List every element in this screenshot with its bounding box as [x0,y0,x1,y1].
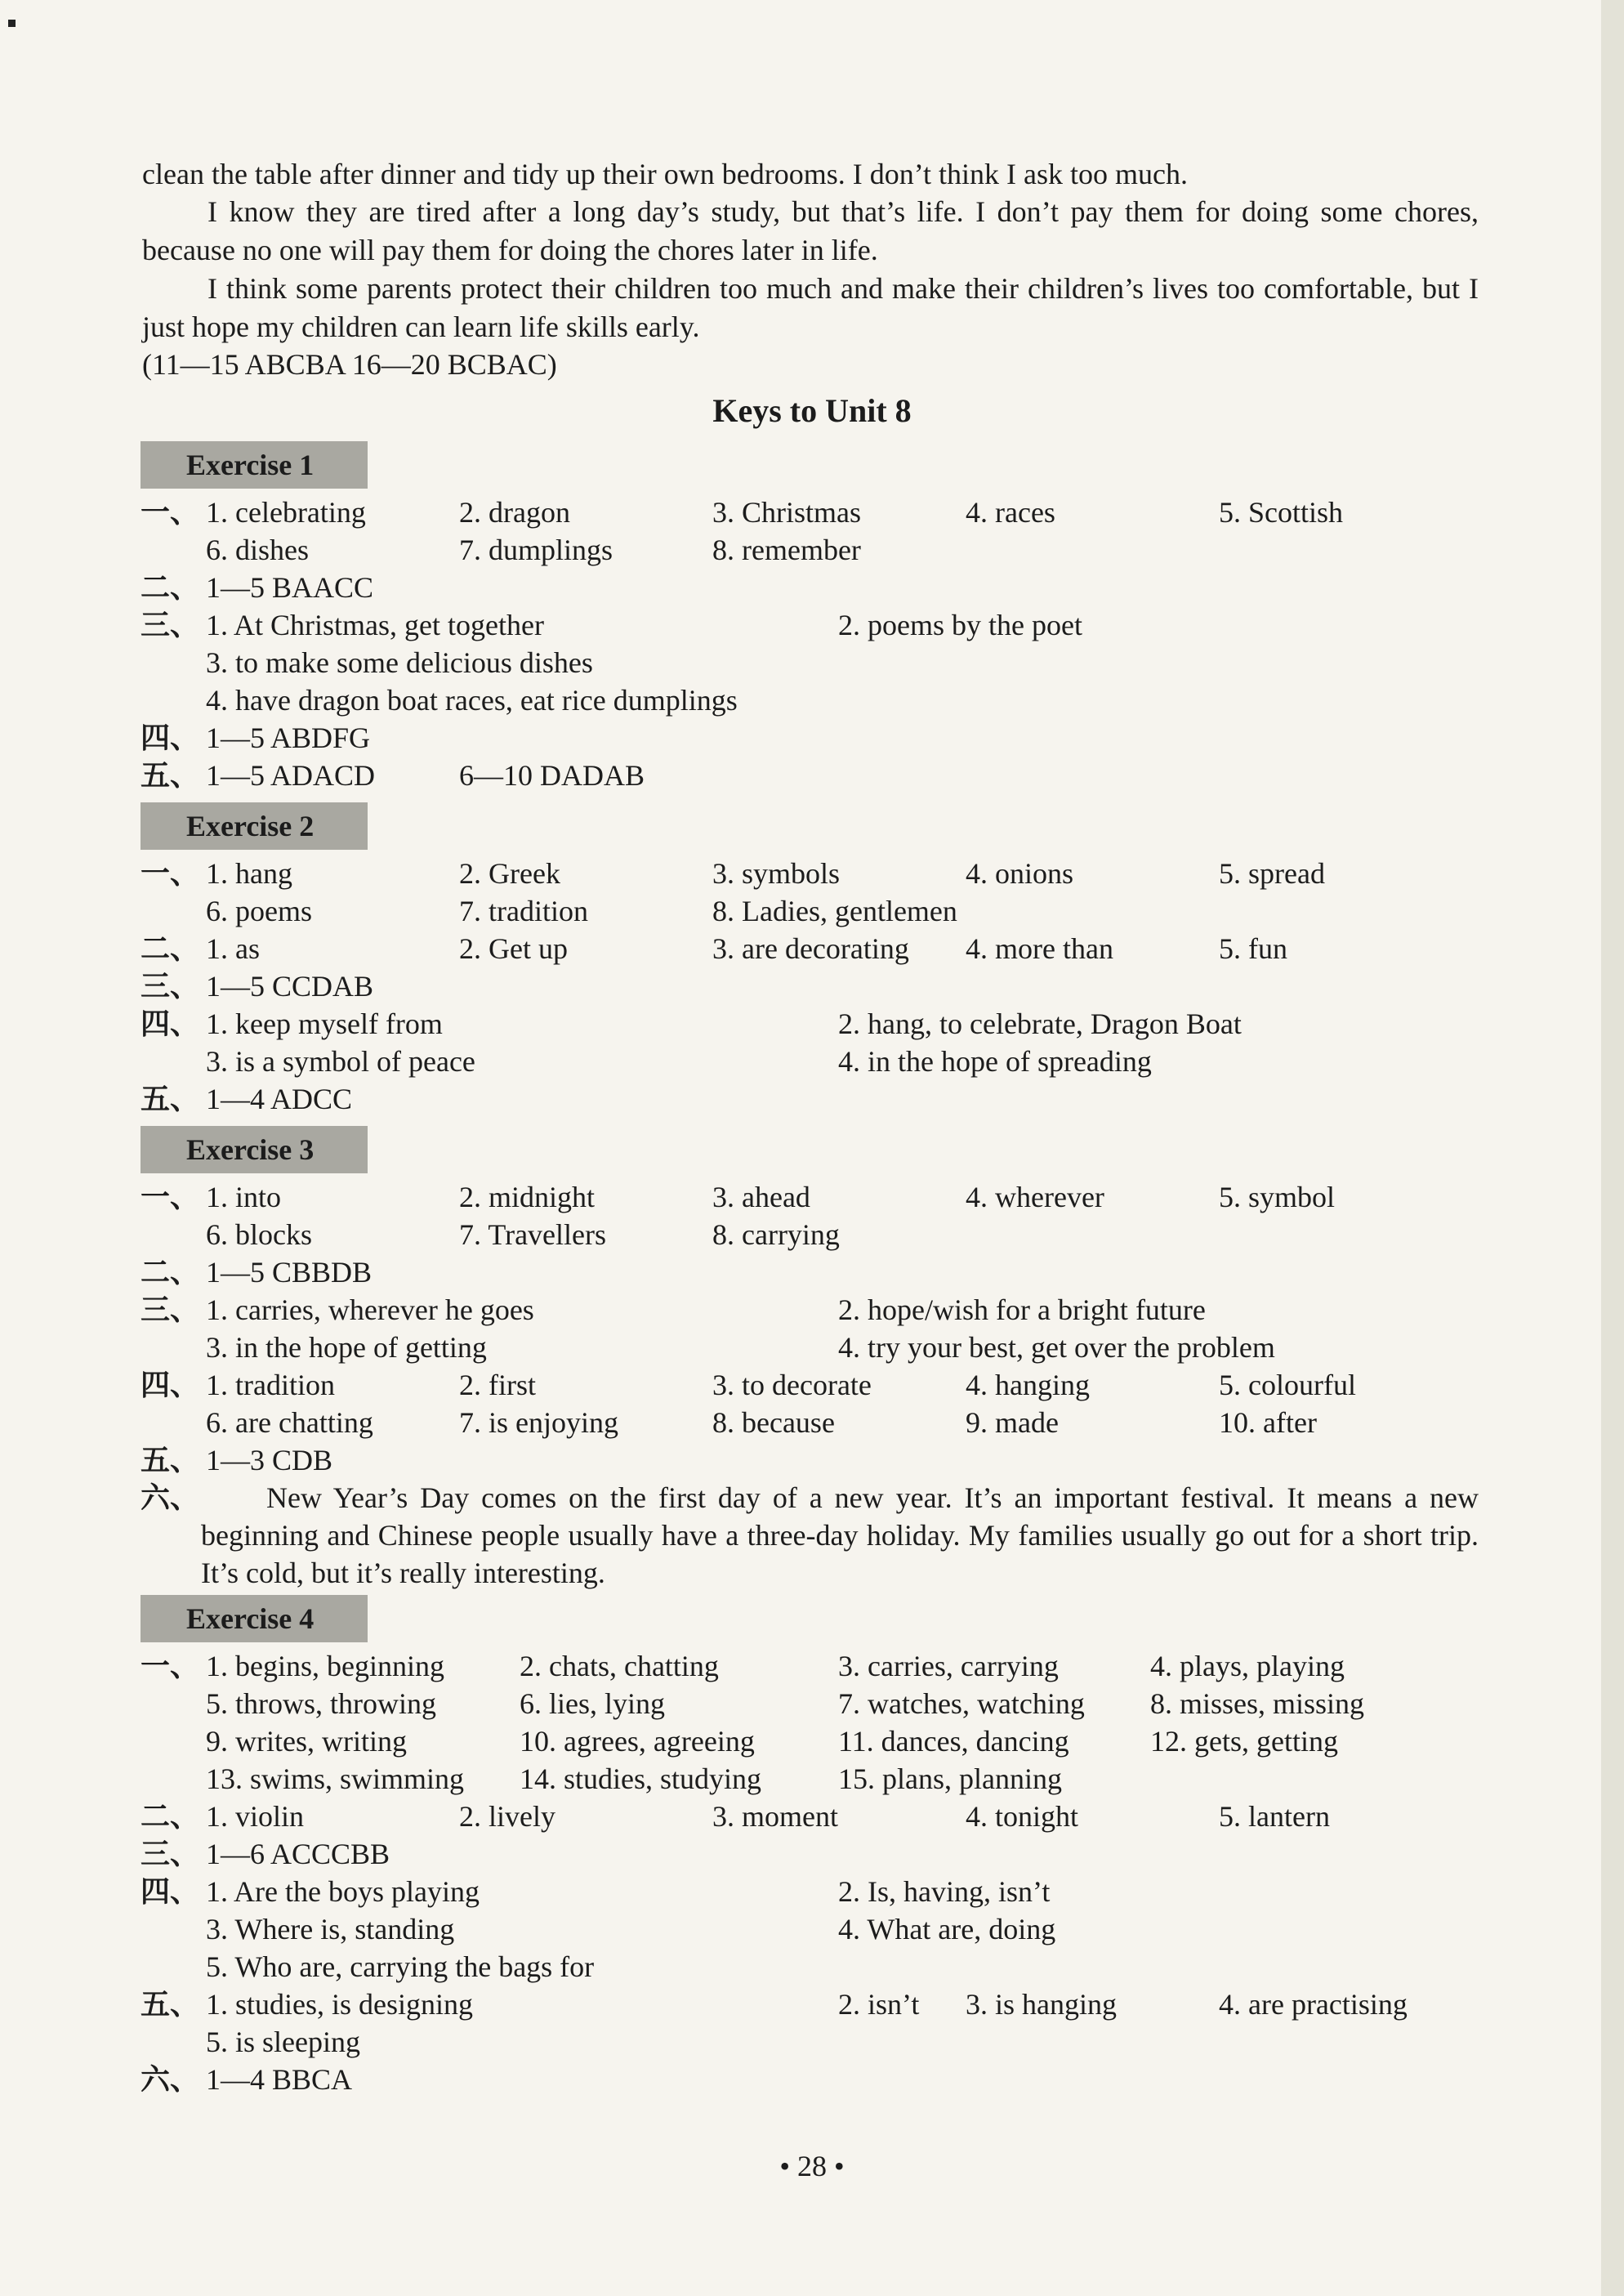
ex3-d9: 9. made [966,1406,1059,1439]
ex2-b5: 5. fun [1219,932,1287,965]
ex1-c3: 3. to make some delicious dishes [206,646,593,679]
ex4-b3: 3. moment [712,1800,838,1833]
ex3-c3: 3. in the hope of getting [206,1331,487,1364]
ex2-mark-2: 二、 [141,932,200,965]
ex2-d3: 3. is a symbol of peace [206,1045,475,1078]
ex2-mark-4: 四、 [141,1007,200,1040]
ex1-a7: 7. dumplings [459,534,613,566]
ex4-a5: 5. throws, throwing [206,1687,436,1720]
ex3-d1: 1. tradition [206,1369,335,1401]
intro-paragraph-3-text: I think some parents protect their children too much and make their children’s lives too comfortable, but I just hope my children can learn life skills early. [142,272,1479,343]
ex3-c4: 4. try your best, get over the problem [838,1331,1275,1364]
ex1-c4: 4. have dragon boat races, eat rice dumplings [206,684,738,717]
ex3-mark-6: 六、 [141,1481,200,1514]
exercise-3-title: Exercise 3 [186,1133,315,1166]
intro-paragraph-2-text: I know they are tired after a long day’s study, but that’s life. I don’t pay them for doing some chores, because no one will pay them for doing the chores later in life. [142,195,1479,266]
ex4-a7: 7. watches, watching [838,1687,1085,1720]
ex3-a1: 1. into [206,1181,282,1213]
ex4-a14: 14. studies, studying [520,1762,762,1795]
ex3-a6: 6. blocks [206,1218,312,1251]
ex2-a3: 3. symbols [712,857,841,890]
ex1-mark-1: 一、 [141,496,200,529]
ex3-d4: 4. hanging [966,1369,1090,1401]
ex3-mark-2: 二、 [141,1256,200,1289]
ex3-a4: 4. wherever [966,1181,1104,1213]
ex2-a8: 8. Ladies, gentlemen [712,895,957,927]
ex4-a12: 12. gets, getting [1150,1725,1338,1758]
ex3-d7: 7. is enjoying [459,1406,618,1439]
ex3-a3: 3. ahead [712,1181,810,1213]
ex3-mark-4: 四、 [141,1369,200,1401]
ex4-a2: 2. chats, chatting [520,1650,719,1682]
ex3-a5: 5. symbol [1219,1181,1336,1213]
page-edge [1601,0,1624,2296]
scan-mark [8,20,16,27]
ex1-c1: 1. At Christmas, get together [206,609,544,641]
ex4-a10: 10. agrees, agreeing [520,1725,755,1758]
ex4-a13: 13. swims, swimming [206,1762,465,1795]
ex2-mark-1: 一、 [141,857,200,890]
ex4-e5: 5. is sleeping [206,2026,360,2058]
ex2-b2: 2. Get up [459,932,568,965]
ex2-a4: 4. onions [966,857,1074,890]
ex1-a1: 1. celebrating [206,496,366,529]
exercise-2-header [141,802,368,850]
ex1-a5: 5. Scottish [1219,496,1344,529]
intro-paragraph-3 [142,270,1479,346]
ex2-e1: 1—4 ADCC [206,1083,353,1115]
ex2-a7: 7. tradition [459,895,588,927]
ex2-mark-5: 五、 [141,1083,200,1115]
ex3-essay-text: New Year’s Day comes on the first day of a new year. It’s an important festival. It means a new beginning and Chinese people usually have a three-day holiday. My families usually go out for a short trip. It’s cold, but it’s really interesting. [201,1481,1479,1589]
ex2-a2: 2. Greek [459,857,560,890]
ex3-d8: 8. because [712,1406,835,1439]
ex1-a4: 4. races [966,496,1055,529]
ex4-e4: 4. are practising [1219,1988,1408,2021]
ex2-a1: 1. hang [206,857,292,890]
ex2-b1: 1. as [206,932,260,965]
unit-title: Keys to Unit 8 [712,392,912,429]
ex4-a8: 8. misses, missing [1150,1687,1365,1720]
ex2-a5: 5. spread [1219,857,1325,890]
exercise-2-title: Exercise 2 [186,810,315,842]
ex3-d6: 6. are chatting [206,1406,373,1439]
ex1-mark-4: 四、 [141,721,200,754]
exercise-1-title: Exercise 1 [186,449,315,481]
ex4-e1: 1. studies, is designing [206,1988,474,2021]
intro-keys: (11—15 ABCBA 16—20 BCBAC) [142,348,557,381]
ex4-a3: 3. carries, carrying [838,1650,1059,1682]
intro-paragraph-2 [142,193,1479,270]
ex3-a7: 7. Travellers [459,1218,606,1251]
ex3-c2: 2. hope/wish for a bright future [838,1293,1206,1326]
ex2-c1: 1—5 CCDAB [206,970,374,1003]
ex4-c1: 1—6 ACCCBB [206,1838,390,1870]
ex1-mark-2: 二、 [141,571,200,604]
ex2-b3: 3. are decorating [712,932,909,965]
ex4-b2: 2. lively [459,1800,555,1833]
ex3-a8: 8. carrying [712,1218,840,1251]
ex1-mark-3: 三、 [141,609,200,641]
ex3-d10: 10. after [1219,1406,1317,1439]
ex4-f1: 1—4 BBCA [206,2063,353,2096]
ex1-mark-5: 五、 [141,759,200,792]
ex2-b4: 4. more than [966,932,1113,965]
ex3-e1: 1—3 CDB [206,1444,333,1476]
ex3-d5: 5. colourful [1219,1369,1356,1401]
ex4-a1: 1. begins, beginning [206,1650,444,1682]
ex4-mark-4: 四、 [141,1875,200,1908]
ex3-b1: 1—5 CBBDB [206,1256,373,1289]
ex1-a3: 3. Christmas [712,496,862,529]
ex4-e2: 2. isn’t [838,1988,920,2021]
intro-line: clean the table after dinner and tidy up their own bedrooms. I don’t think I ask too much. [142,158,1189,190]
ex3-d3: 3. to decorate [712,1369,872,1401]
ex1-e1: 1—5 ADACD [206,759,376,792]
ex4-b5: 5. lantern [1219,1800,1330,1833]
ex1-a8: 8. remember [712,534,861,566]
ex4-d1: 1. Are the boys playing [206,1875,480,1908]
ex4-a15: 15. plans, planning [838,1762,1062,1795]
ex4-d2: 2. Is, having, isn’t [838,1875,1051,1908]
ex2-d1: 1. keep myself from [206,1007,443,1040]
ex3-essay [201,1479,1479,1592]
ex2-d2: 2. hang, to celebrate, Dragon Boat [838,1007,1242,1040]
page-number: • 28 • [779,2150,845,2182]
ex1-e2: 6—10 DADAB [459,759,645,792]
ex2-d4: 4. in the hope of spreading [838,1045,1152,1078]
ex1-a6: 6. dishes [206,534,309,566]
ex4-mark-3: 三、 [141,1838,200,1870]
ex4-d5: 5. Who are, carrying the bags for [206,1950,595,1983]
ex3-d2: 2. first [459,1369,536,1401]
ex4-d4: 4. What are, doing [838,1913,1056,1945]
ex4-mark-5: 五、 [141,1988,200,2021]
ex4-mark-6: 六、 [141,2063,200,2096]
ex1-d1: 1—5 ABDFG [206,721,371,754]
ex4-b4: 4. tonight [966,1800,1079,1833]
ex2-a6: 6. poems [206,895,312,927]
ex3-mark-1: 一、 [141,1181,200,1213]
ex2-mark-3: 三、 [141,970,200,1003]
exercise-1-header [141,441,368,489]
ex4-b1: 1. violin [206,1800,305,1833]
exercise-4-title: Exercise 4 [186,1602,315,1635]
ex1-a2: 2. dragon [459,496,570,529]
ex4-mark-2: 二、 [141,1800,200,1833]
ex4-a4: 4. plays, playing [1150,1650,1345,1682]
ex4-a11: 11. dances, dancing [838,1725,1069,1758]
ex4-e3: 3. is hanging [966,1988,1117,2021]
ex3-c1: 1. carries, wherever he goes [206,1293,534,1326]
ex3-a2: 2. midnight [459,1181,596,1213]
ex4-d3: 3. Where is, standing [206,1913,455,1945]
ex4-mark-1: 一、 [141,1650,200,1682]
ex1-c2: 2. poems by the poet [838,609,1082,641]
ex1-b1: 1—5 BAACC [206,571,374,604]
ex3-mark-5: 五、 [141,1444,200,1476]
exercise-4-header [141,1595,368,1642]
ex4-a6: 6. lies, lying [520,1687,665,1720]
exercise-3-header [141,1126,368,1173]
ex4-a9: 9. writes, writing [206,1725,407,1758]
ex3-mark-3: 三、 [141,1293,200,1326]
